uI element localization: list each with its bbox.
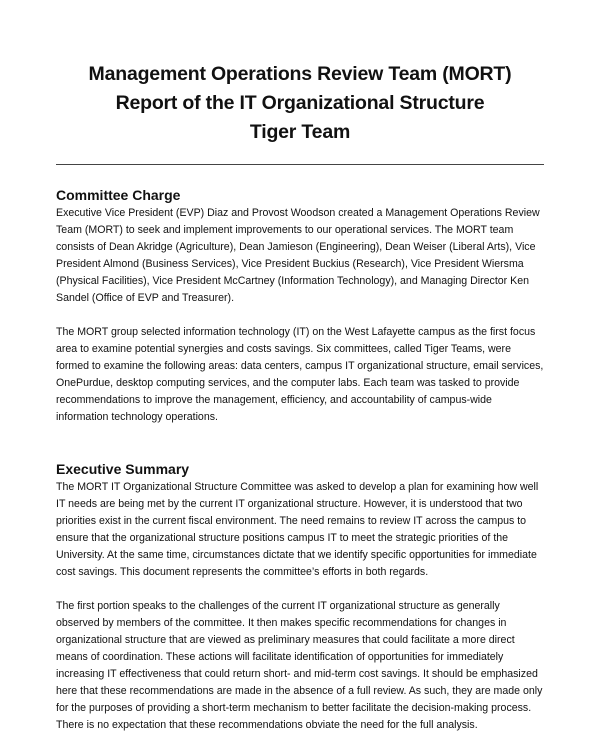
title-line-2: Report of the IT Organizational Structure [115,92,485,114]
committee-charge-heading: Committee Charge [56,187,181,203]
executive-summary-paragraph: The MORT IT Organizational Structure Committee was asked to develop a plan for examining how well IT needs are being met by the current IT organizational structure. However, it is understood that two priorities exist in the current fiscal environment. The need remains to review IT across the campus to ensure that the organizational structure positions campus IT to meet the strategic priorities of the University. At the same time, circumstances dictate that we identify specific opportunities for immediate cost savings. This document represents the committee’s efforts in both regards. [56,481,539,578]
committee-charge-paragraph: The MORT group selected information technology (IT) on the West Lafayette campus as the first focus area to examine potential synergies and costs savings. Six committees, called Tiger Teams, were formed to examine the following areas: data centers, campus IT organizational structure, email services, OnePurdue, desktop computing services, and the computer labs. Each team was tasked to provide recommendations to improve the management, efficiency, and accountability of campus-wide information technology operations. [56,326,544,423]
title-line-1: Management Operations Review Team (MORT) [88,63,512,85]
committee-charge-section [56,186,544,426]
executive-summary-heading: Executive Summary [56,461,190,477]
executive-summary-section [56,460,544,734]
committee-charge-paragraph: Executive Vice President (EVP) Diaz and Provost Woodson created a Management Operations Review Team (MORT) to seek and implement improvements to our operational services. The MORT team consists of Dean Akridge (Agriculture), Dean Jamieson (Engineering), Dean Weiser (Liberal Arts), Vice President Almond (Business Services), Vice President Buckius (Research), Vice President Wiersma (Physical Facilities), Vice President McCartney (Information Technology), and Managing Director Ken Sandel (Office of EVP and Treasurer). [56,207,540,304]
document-title [56,0,544,147]
title-line-3: Tiger Team [249,121,351,143]
executive-summary-paragraph: The first portion speaks to the challenges of the current IT organizational structure as generally observed by members of the committee. It then makes specific recommendations for changes in organizational structure that are viewed as preliminary measures that could facilitate a more direct means of coordination. These actions will facilitate identification of opportunities for immediately increasing IT effectiveness that could return short- and mid-term cost savings. It should be emphasized here that these recommendations are made in the absence of a full review. As such, they are made only for the purposes of providing a short-term mechanism to better facilitate the decision-making process. There is no expectation that these recommendations obviate the need for the full analysis. [56,600,543,731]
title-divider [56,164,544,165]
